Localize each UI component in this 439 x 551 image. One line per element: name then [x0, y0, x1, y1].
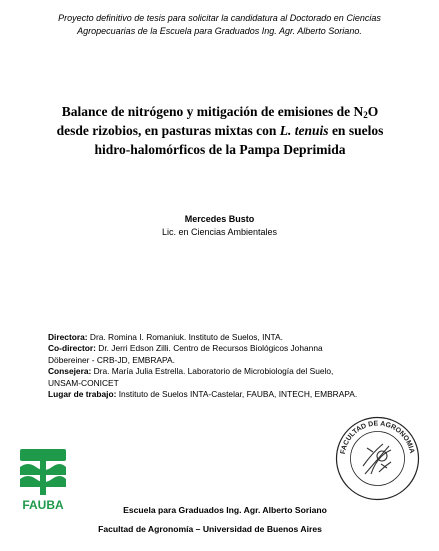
- faculty-university: Facultad de Agronomía – Universidad de Buenos Aires: [98, 524, 322, 534]
- header-line-1: Proyecto definitivo de tesis para solicitar la candidatura al Doctorado en Ciencias: [58, 13, 381, 23]
- faculty-seal: [335, 416, 420, 501]
- author-block: [0, 213, 439, 239]
- author-name: Mercedes Busto: [184, 214, 255, 224]
- title-text: desde rizobios, en pasturas mixtas con: [56, 123, 280, 138]
- title-line-1: [40, 102, 400, 121]
- codirector-value: Dr. Jerri Edson Zilli. Centro de Recursos Biológicos Johanna: [98, 343, 323, 354]
- header-line-2: Agropecuarias de la Escuela para Graduados Ing. Agr. Alberto Soriano.: [77, 26, 362, 36]
- director-label: Directora:: [48, 332, 88, 342]
- codirector-label: Co-director:: [48, 343, 96, 354]
- title-line-3: hidro-halomórficos de la Pampa Deprimida: [94, 142, 346, 157]
- codirector-line-2: Döbereiner - CRB-JD, EMBRAPA.: [48, 354, 175, 365]
- fauba-logo: [18, 447, 68, 515]
- author-degree: Lic. en Ciencias Ambientales: [161, 227, 278, 237]
- header-note: [0, 12, 439, 38]
- graduate-school: Escuela para Graduados Ing. Agr. Alberto Soriano: [123, 505, 327, 515]
- title-text: Balance de nitrógeno y mitigación de emisiones de N: [61, 104, 364, 119]
- supervision-info: [48, 332, 388, 400]
- consejera-value: Dra. María Julia Estrella. Laboratorio de Microbiología del Suelo,: [93, 366, 334, 377]
- title-line-2: [40, 121, 400, 140]
- workplace-line: [48, 389, 388, 400]
- codirector-line: [48, 343, 388, 354]
- director-value: Dra. Romina I. Romaniuk. Instituto de Suelos, INTA.: [89, 332, 283, 342]
- title-text: O: [367, 104, 379, 119]
- title-text: en suelos: [328, 123, 384, 138]
- consejera-line: [48, 366, 388, 377]
- title-subscript: 2: [363, 110, 368, 120]
- title-species: L. tenuis: [279, 123, 329, 138]
- fauba-logo-text: FAUBA: [22, 498, 64, 512]
- seal-text: FACULTAD DE AGRONOMIA: [339, 420, 416, 455]
- consejera-line-2: UNSAM-CONICET: [48, 377, 119, 388]
- director-line: [48, 332, 388, 343]
- consejera-label: Consejera:: [48, 366, 92, 377]
- workplace-label: Lugar de trabajo:: [48, 389, 117, 400]
- thesis-title: [40, 102, 400, 159]
- workplace-value: Instituto de Suelos INTA-Castelar, FAUBA, INTECH, EMBRAPA.: [118, 389, 358, 400]
